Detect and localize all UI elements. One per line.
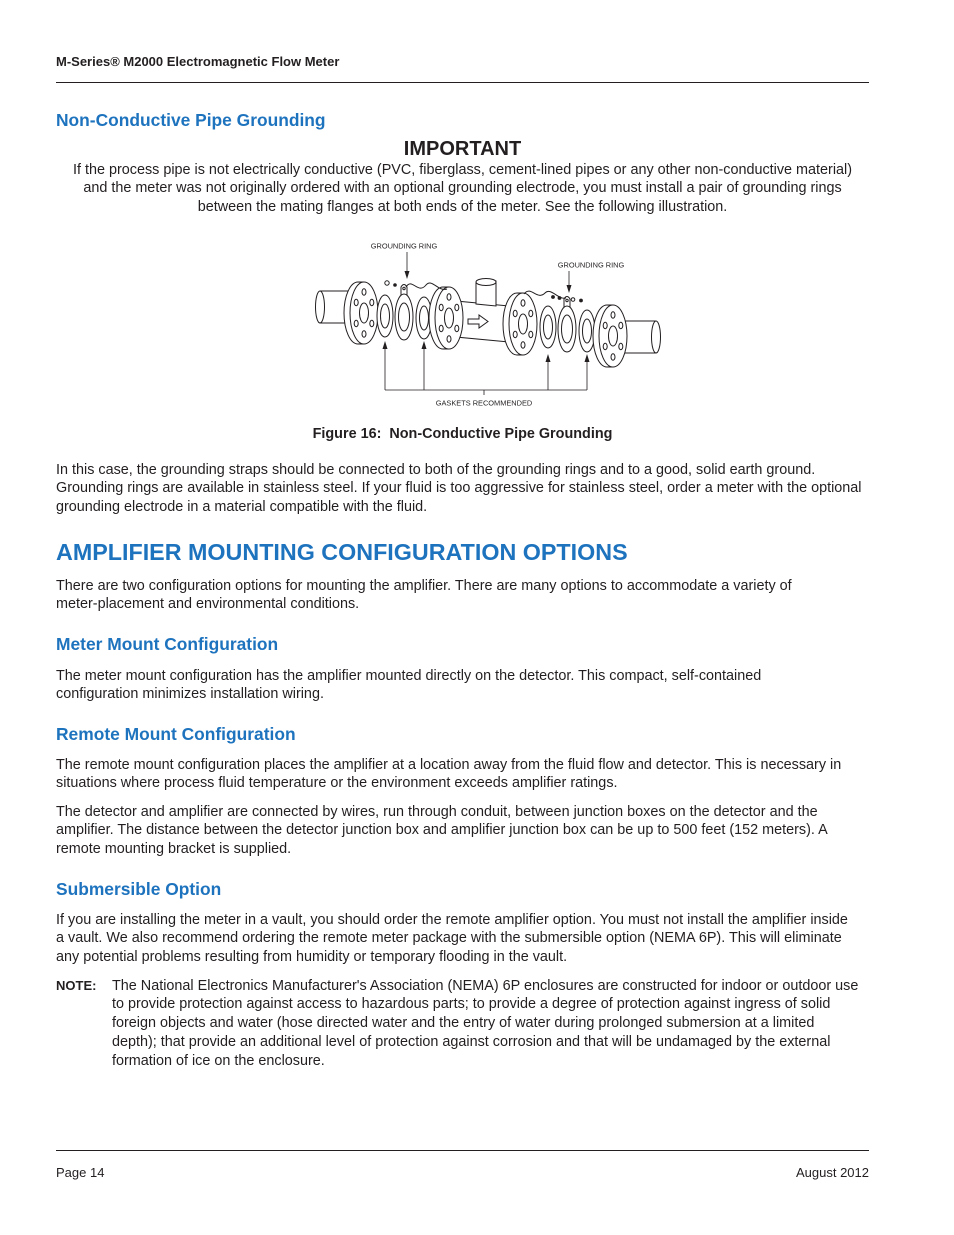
- note-line: The National Electronics Manufacturer's Association (NEMA) 6P enclosures are constructed for indoor or outdoor use: [112, 977, 859, 994]
- callout-arrowhead: [585, 354, 590, 362]
- bolt-hole: [370, 320, 374, 326]
- remote-mount-paragraph-1: [56, 756, 841, 794]
- bolt-hole: [619, 343, 623, 349]
- bolt-hole: [354, 320, 358, 326]
- bolt-hole: [362, 289, 366, 295]
- important-line: If the process pipe is not electrically conductive (PVC, fiberglass, cement-lined pipes or any other non-conductive material): [72, 161, 853, 178]
- bolt-hole: [362, 331, 366, 337]
- right-pipe-flange: [593, 305, 627, 367]
- header-rule: [56, 82, 869, 84]
- paragraph-line: The meter mount configuration has the amplifier mounted directly on the detector. This compact, self-contained: [56, 667, 762, 684]
- note-line: formation of ice on the enclosure.: [112, 1052, 325, 1069]
- grounding-ring-label-left: GROUNDING RING: [370, 241, 438, 251]
- note-label: NOTE:: [56, 977, 97, 993]
- submersible-paragraph: [56, 911, 848, 967]
- bolt-hole: [447, 336, 451, 342]
- gasket-1: [377, 295, 393, 337]
- callout-arrowhead: [546, 354, 551, 362]
- flange-bore: [519, 314, 528, 334]
- bolt-hole: [521, 342, 525, 348]
- meter-mount-paragraph: [56, 667, 761, 705]
- paragraph-line: situations where process fluid temperature or the environment exceeds amplifier ratings.: [56, 775, 618, 792]
- bolt-hole: [455, 325, 459, 331]
- strap-washer: [580, 299, 583, 302]
- gaskets-recommended-label: GASKETS RECOMMENDED: [435, 398, 533, 408]
- bolt-hole: [439, 304, 443, 310]
- figure-caption: Figure 16: Non-Conductive Pipe Grounding: [312, 426, 613, 442]
- bolt-hole: [603, 343, 607, 349]
- section-heading-meter-mount: Meter Mount Configuration: [56, 634, 279, 654]
- pipe-grounding-diagram: [300, 235, 670, 415]
- junction-box-neck: [476, 279, 496, 307]
- callout-line-gaskets: [385, 345, 587, 395]
- important-label: IMPORTANT: [403, 138, 522, 160]
- paragraph-line: configuration minimizes installation wiring.: [56, 686, 324, 703]
- callout-arrowhead: [383, 341, 388, 349]
- left-pipe-flange: [344, 282, 378, 344]
- flange-bore: [445, 308, 454, 328]
- bolt-hole: [521, 300, 525, 306]
- important-line: between the mating flanges at both ends of the meter. See the following illustration.: [197, 199, 728, 216]
- strap-screw: [385, 281, 389, 285]
- paragraph-line: remote mounting bracket is supplied.: [56, 841, 292, 858]
- page-number: Page 14: [56, 1165, 105, 1180]
- note-paragraph: [112, 977, 858, 1071]
- remote-mount-paragraph-2: [56, 803, 828, 859]
- paragraph-line: If you are installing the meter in a vault, you should order the remote amplifier option. You must not install the amplifier inside: [56, 911, 848, 928]
- bolt-hole: [611, 312, 615, 318]
- meter-outlet-flange: [503, 293, 537, 355]
- note-line: foreign objects and water (hose directed water and the entry of water during prolonged submersion at a limited: [112, 1015, 815, 1032]
- important-paragraph: [56, 161, 869, 217]
- section-heading-submersible: Submersible Option: [56, 879, 222, 899]
- note-line: to provide protection against access to hazardous parts; to provide a degree of protection against ingress of solid: [112, 996, 831, 1013]
- meter-inlet-flange: [429, 287, 463, 349]
- chapter-heading-amplifier: AMPLIFIER MOUNTING CONFIGURATION OPTIONS: [56, 539, 628, 565]
- bolt-hole: [439, 325, 443, 331]
- bolt-hole: [447, 294, 451, 300]
- grounding-ring-right: [558, 297, 576, 353]
- bolt-hole: [455, 304, 459, 310]
- bolt-hole: [529, 331, 533, 337]
- gasket-4: [579, 310, 595, 352]
- section-heading-grounding: Non-Conductive Pipe Grounding: [56, 110, 326, 130]
- publication-date: August 2012: [795, 1165, 869, 1180]
- bolt-hole: [370, 299, 374, 305]
- callout-arrowhead: [422, 341, 427, 349]
- footer-rule: [56, 1150, 869, 1152]
- note-line: depth); that provide an additional level of protection against corrosion and that will be undamaged by the external: [112, 1033, 831, 1050]
- paragraph-line: a vault. We also recommend ordering the remote meter package with the submersible option (NEMA 6P). This will eliminate: [56, 930, 842, 947]
- paragraph-line: In this case, the grounding straps should be connected to both of the grounding rings and to a good, solid earth ground.: [56, 461, 816, 478]
- strap-screw: [571, 298, 575, 302]
- paragraph-line: The detector and amplifier are connected by wires, run through conduit, between junction boxes on the detector and the: [56, 803, 818, 820]
- paragraph-line: grounding electrode in a material compatible with the fluid.: [56, 499, 428, 516]
- bolt-hole: [603, 322, 607, 328]
- strap-washer: [394, 284, 397, 287]
- important-line: and the meter was not originally ordered with an optional grounding electrode, you must install a pair of grounding rings: [83, 180, 842, 197]
- section-heading-remote-mount: Remote Mount Configuration: [56, 724, 296, 744]
- paragraph-line: Grounding rings are available in stainless steel. If your fluid is too aggressive for stainless steel, order a meter with the optional: [56, 480, 862, 497]
- running-header-title: M-Series® M2000 Electromagnetic Flow Meter: [56, 54, 340, 69]
- bolt-hole: [513, 310, 517, 316]
- amplifier-intro-paragraph: [56, 577, 792, 615]
- bolt-hole: [611, 354, 615, 360]
- paragraph-line: any potential problems resulting from humidity or temporary flooding in the vault.: [56, 949, 568, 966]
- strap-washer: [558, 297, 561, 300]
- gasket-3: [540, 306, 556, 348]
- grounding-paragraph: [56, 461, 862, 517]
- flange-bore: [609, 326, 618, 346]
- bolt-hole: [354, 299, 358, 305]
- strap-screw: [552, 296, 555, 299]
- bolt-hole: [619, 322, 623, 328]
- paragraph-line: amplifier. The distance between the detector junction box and amplifier junction box can be up to 500 feet (152 meters). A: [56, 822, 828, 839]
- paragraph-line: meter-placement and environmental conditions.: [56, 596, 360, 613]
- flange-bore: [360, 303, 369, 323]
- grounding-ring-label-right: GROUNDING RING: [557, 260, 625, 270]
- grounding-strap-left: [406, 283, 447, 289]
- callout-arrowhead: [405, 271, 410, 279]
- paragraph-line: There are two configuration options for mounting the amplifier. There are many options to accommodate a variety of: [56, 577, 792, 594]
- callout-arrowhead: [567, 285, 572, 293]
- paragraph-line: The remote mount configuration places the amplifier at a location away from the fluid flow and detector. This is necessary in: [56, 756, 842, 773]
- bolt-hole: [513, 331, 517, 337]
- grounding-ring-left: [395, 285, 413, 341]
- bolt-hole: [529, 310, 533, 316]
